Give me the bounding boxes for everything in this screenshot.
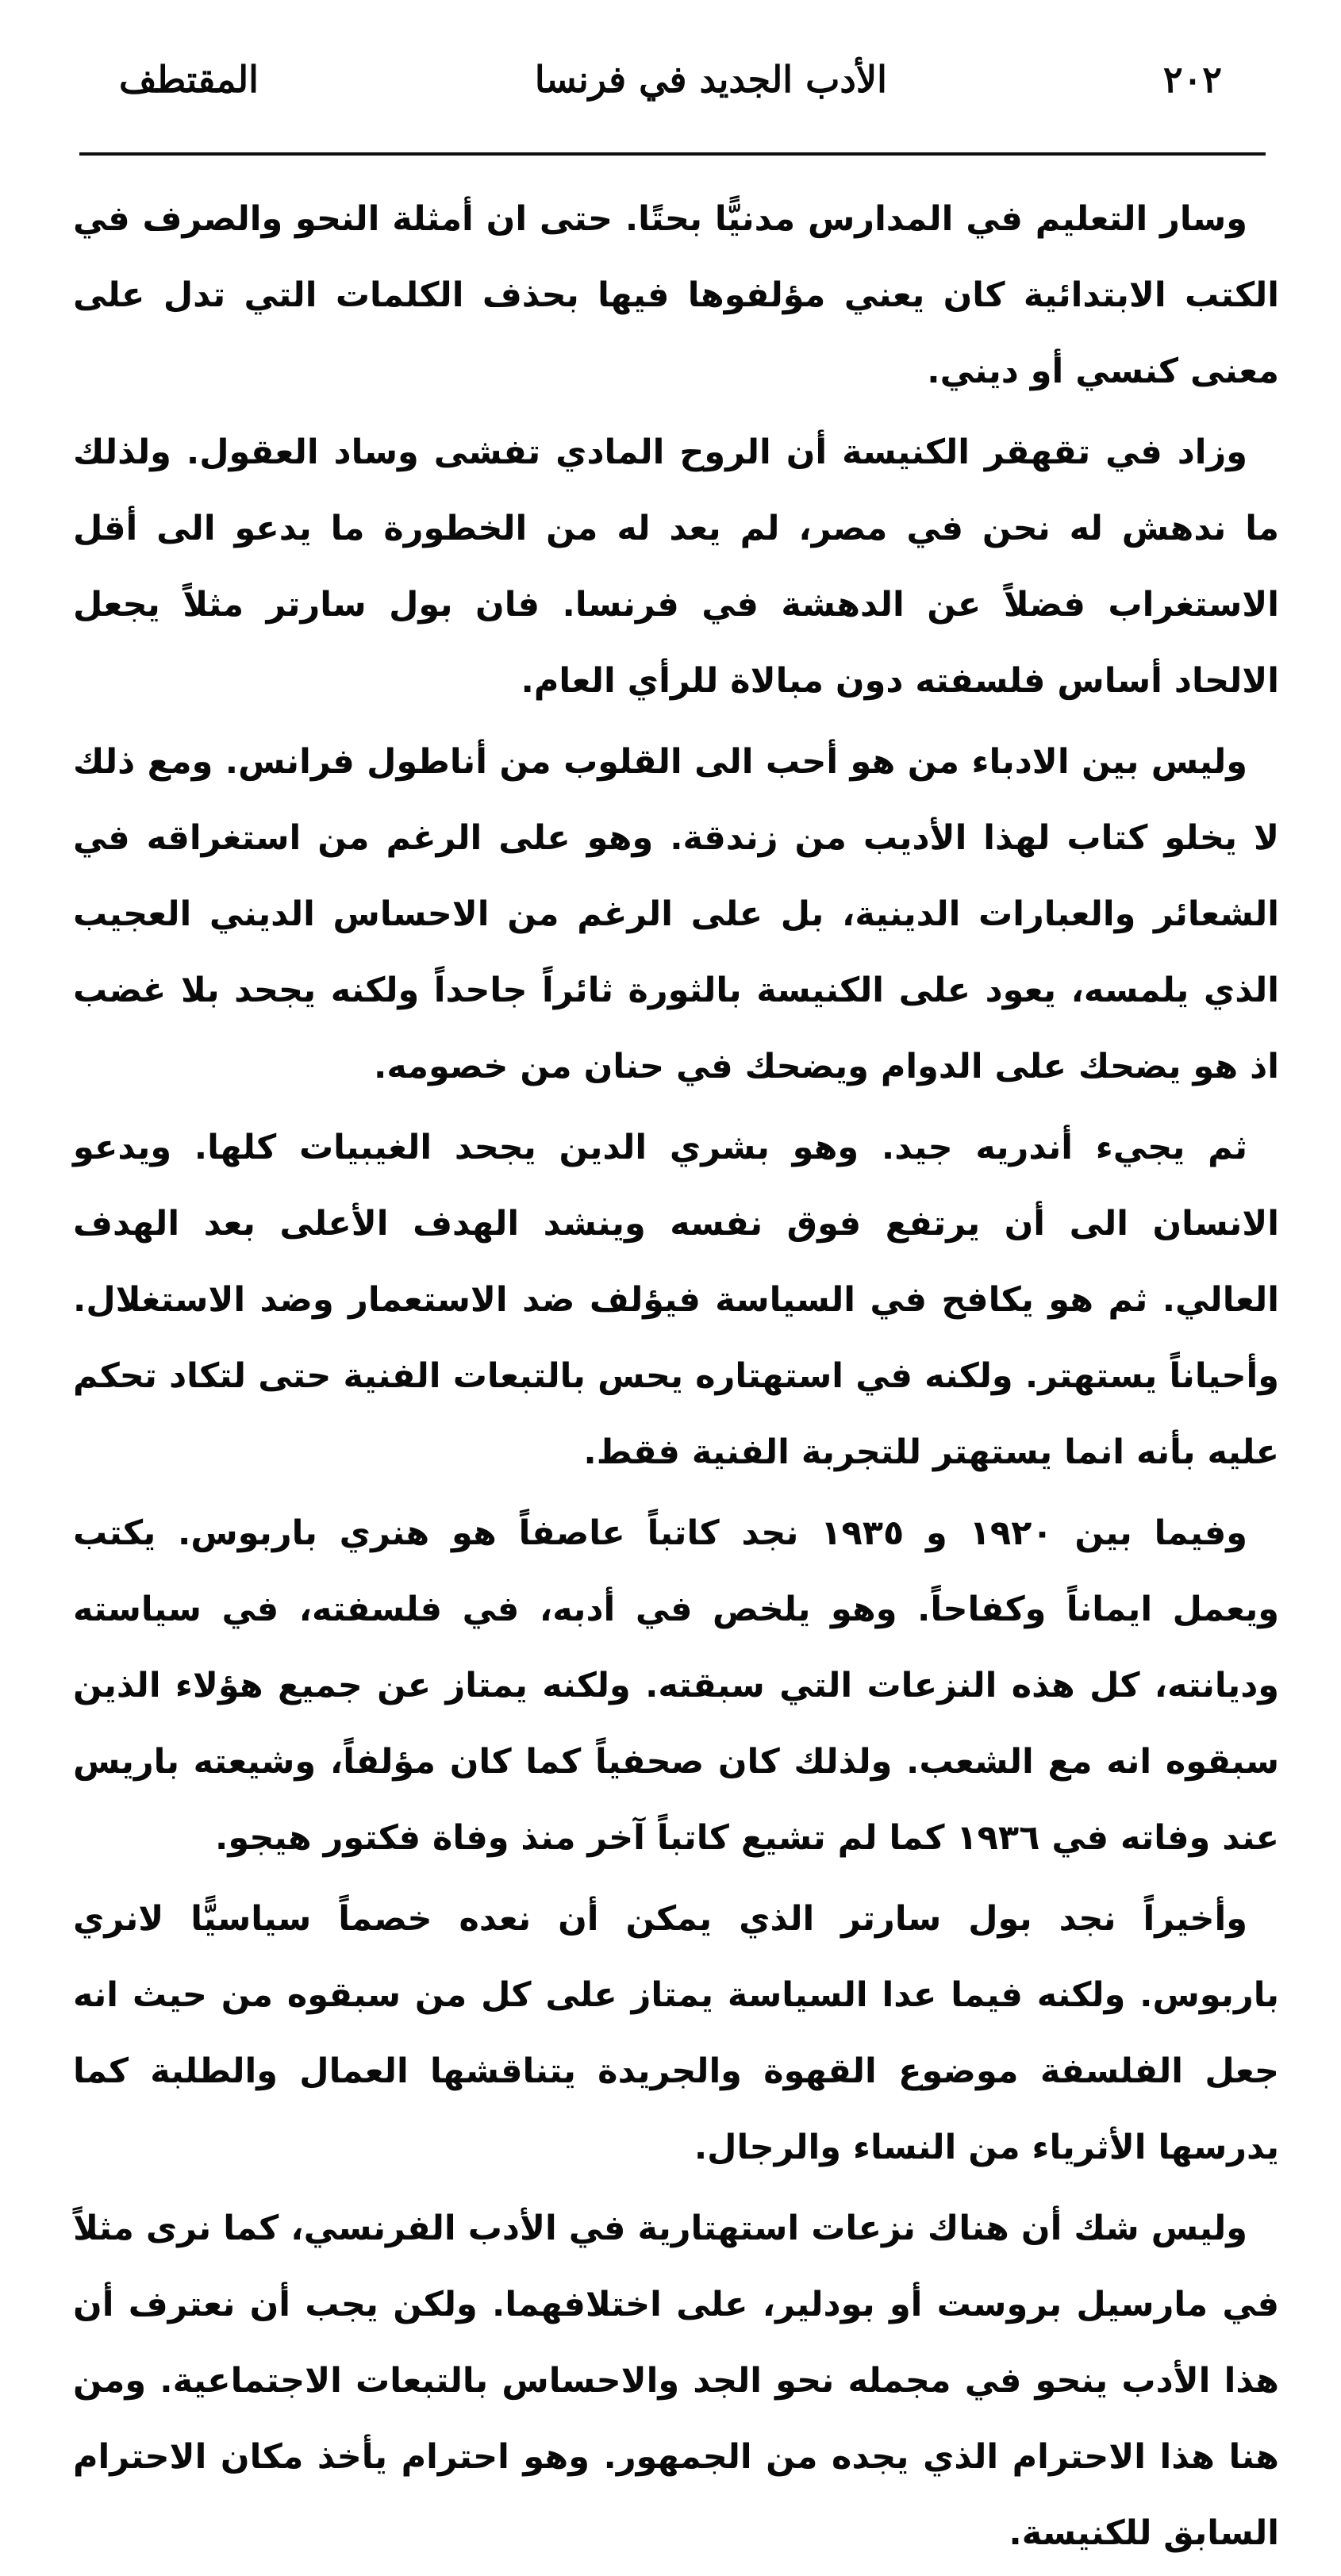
page-number: ٢٠٢ [1162, 58, 1222, 101]
article-body [73, 181, 1279, 2576]
paragraph: وليس شك أن هناك نزعات استهتارية في الأدب الفرنسي، كما نرى مثلاً في مارسيل بروست أو بودلير، على اختلافهما. ولكن يجب أن نعترف أن هذا الأدب ينحو في مجمله نحو الجد والاحساس بالتبعات الاجتماعية. ومن هنا هذا الاحترام الذي يجده من الجمهور. وهو احترام يأخذ مكان الاحترام السابق للكنيسة. [73, 2209, 1279, 2553]
header-divider [79, 152, 1266, 156]
journal-name: المقتطف [119, 58, 259, 101]
paragraph: وفيما بين ١٩٢٠ و ١٩٣٥ نجد كاتباً عاصفاً هو هنري باربوس. يكتب ويعمل ايماناً وكفاحاً. وهو يلخص في أدبه، في فلسفته، في سياسته وديانته، كل هذه النزعات التي سبقته. ولكنه يمتاز عن جميع هؤلاء الذين سبقوه انه مع الشعب. ولذلك كان صحفياً كما كان مؤلفاً، وشيعته باريس عند وفاته في ١٩٣٦ كما لم تشيع كاتباً آخر منذ وفاة فكتور هيجو. [73, 1513, 1279, 1858]
paragraph: ثم يجيء أندريه جيد. وهو بشري الدين يجحد الغيبيات كلها. ويدعو الانسان الى أن يرتفع فوق نفسه وينشد الهدف الأعلى بعد الهدف العالي. ثم هو يكافح في السياسة فيؤلف ضد الاستعمار وضد الاستغلال. وأحياناً يستهتر. ولكنه في استهتاره يحس بالتبعات الفنية حتى لتكاد تحكم عليه بأنه انما يستهتر للتجربة الفنية فقط. [73, 1128, 1279, 1472]
paragraph: وسار التعليم في المدارس مدنيًّا بحتًا. حتى ان أمثلة النحو والصرف في الكتب الابتدائية كان يعني مؤلفوها فيها بحذف الكلمات التي تدل على معنى كنسي أو ديني. [73, 199, 1279, 391]
paragraph: وأخيراً نجد بول سارتر الذي يمكن أن نعده خصماً سياسيًّا لانري باربوس. ولكنه فيما عدا السياسة يمتاز على كل من سبقوه من حيث انه جعل الفلسفة موضوع القهوة والجريدة يتناقشها العمال والطلبة كما يدرسها الأثرياء من النساء والرجال. [73, 1899, 1279, 2167]
article-title: الأدب الجديد في فرنسا [534, 58, 887, 101]
paragraph: وليس بين الادباء من هو أحب الى القلوب من أناطول فرانس. ومع ذلك لا يخلو كتاب لهذا الأديب من زندقة. وهو على الرغم من استغراقه في الشعائر والعبارات الدينية، بل على الرغم من الاحساس الديني العجيب الذي يلمسه، يعود على الكنيسة بالثورة ثائراً جاحداً ولكنه يجحد بلا غضب اذ هو يضحك على الدوام ويضحك في حنان من خصومه. [73, 742, 1279, 1086]
running-header [119, 48, 1222, 111]
paragraph: وزاد في تقهقر الكنيسة أن الروح المادي تفشى وساد العقول. ولذلك ما ندهش له نحن في مصر، لم يعد له من الخطورة ما يدعو الى أقل الاستغراب فضلاً عن الدهشة في فرنسا. فان بول سارتر مثلاً يجعل الالحاد أساس فلسفته دون مبالاة للرأي العام. [73, 433, 1279, 701]
